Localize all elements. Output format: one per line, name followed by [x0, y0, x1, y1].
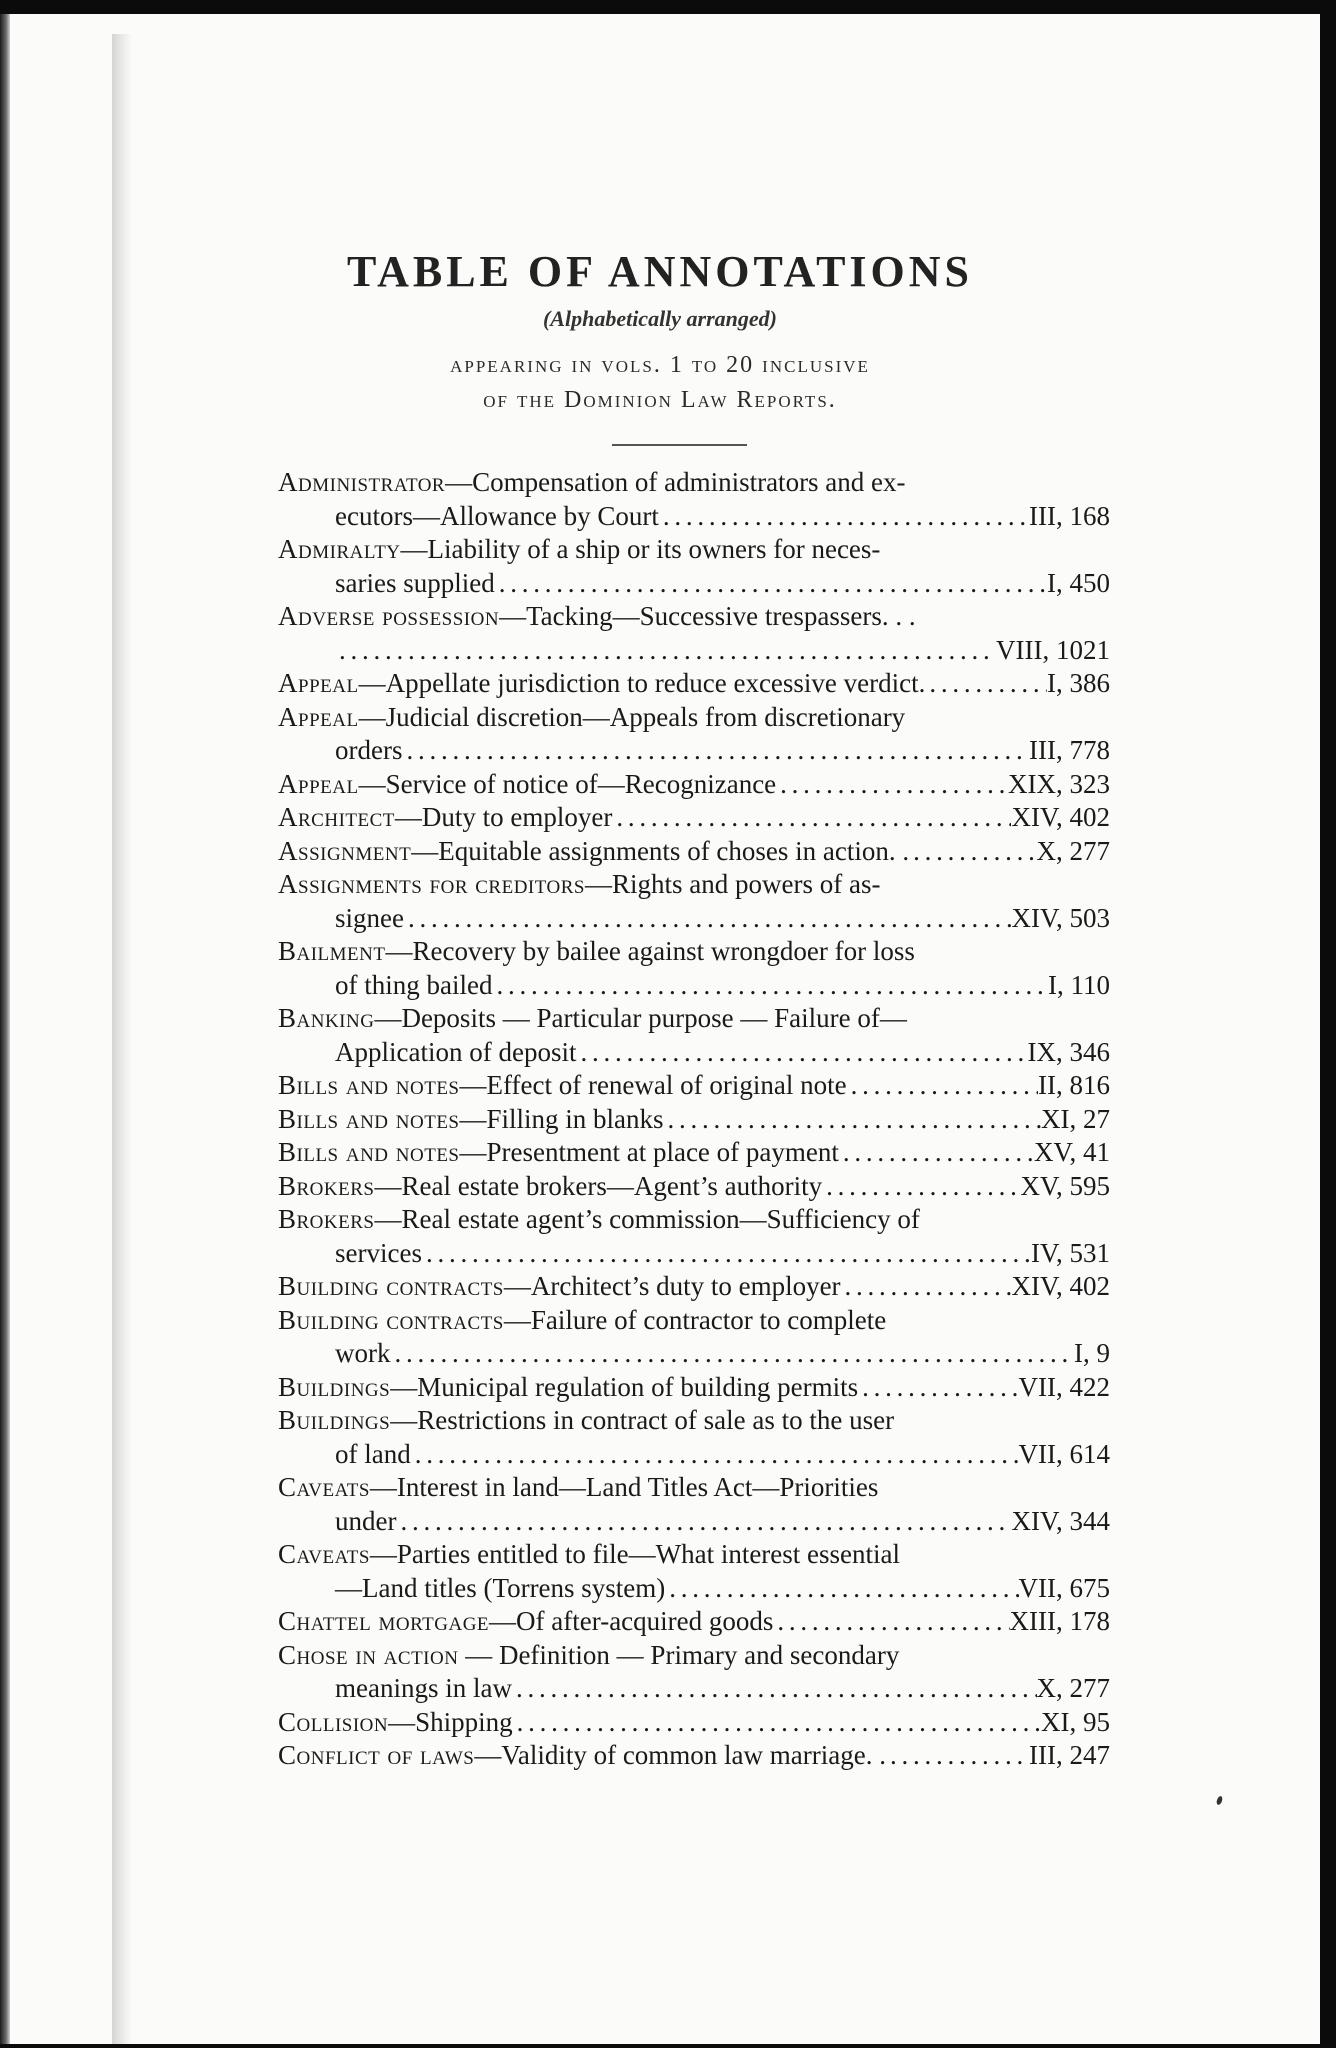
- annotation-entry: [278, 1706, 1110, 1740]
- entry-heading: Buildings: [278, 1405, 391, 1435]
- annotation-entry: [278, 466, 1110, 533]
- entry-heading: Appeal: [278, 668, 359, 698]
- volume-page-ref: XIX, 323: [1008, 768, 1110, 799]
- entry-heading: Collision: [278, 1706, 389, 1737]
- annotation-entry: [278, 1069, 1110, 1103]
- annotation-entry: [278, 1538, 1110, 1605]
- entry-text: under: [335, 1505, 397, 1536]
- entry-text: —Effect of renewal of original note: [459, 1070, 847, 1100]
- entry-text: ecutors—Allowance by Court: [335, 500, 659, 531]
- volume-page-ref: XIV, 402: [1011, 1271, 1110, 1301]
- volume-page-ref: III, 247: [1029, 1740, 1110, 1770]
- annotation-entry: [278, 600, 1110, 667]
- dot-leader: [513, 1706, 1041, 1740]
- volume-page-ref: XIV, 503: [1011, 902, 1110, 933]
- entry-heading: Architect: [278, 802, 395, 832]
- volume-page-ref: VIII, 1021: [996, 634, 1110, 665]
- entry-text: —Architect’s duty to employer: [503, 1271, 841, 1301]
- entry-heading: Bills and notes: [278, 1103, 460, 1134]
- volume-page-ref: I, 450: [1047, 567, 1110, 598]
- divider-rule: [612, 444, 747, 446]
- volume-page-ref: IX, 346: [1027, 1036, 1110, 1067]
- entry-text: —Duty to employer: [394, 802, 613, 832]
- dot-leader: [886, 1739, 1029, 1773]
- entry-heading: Building contracts: [278, 1304, 504, 1335]
- volume-page-ref: XIV, 344: [1011, 1505, 1110, 1536]
- volume-page-ref: XI, 95: [1041, 1706, 1110, 1737]
- page-title: TABLE OF ANNOTATIONS: [346, 247, 974, 296]
- annotation-entry: [278, 1605, 1110, 1639]
- annotation-entry: [278, 1002, 1110, 1069]
- annotation-entry: [278, 1304, 1110, 1371]
- entry-text: —Service of notice of—Recognizance: [358, 768, 777, 799]
- page: [0, 14, 1320, 2044]
- dot-leader: [411, 1438, 1019, 1472]
- annotation-entry: [278, 935, 1110, 1002]
- entry-text: —Restrictions in contract of sale as to the user: [390, 1405, 895, 1435]
- entry-text: —Liability of a ship or its owners for neces-: [400, 534, 881, 564]
- annotation-entry: [278, 1203, 1110, 1270]
- entry-text: —Parties entitled to file—What interest essential: [369, 1539, 901, 1569]
- volume-page-ref: I, 386: [1047, 668, 1110, 698]
- entry-text: —Tacking—Successive trespassers. . .: [499, 601, 916, 631]
- dot-leader: [422, 1237, 1031, 1271]
- annotation-entry: [278, 1639, 1110, 1706]
- dot-leader: [404, 902, 1012, 936]
- dot-leader: [492, 969, 1048, 1003]
- report-name-line: of the Dominion Law Reports.: [483, 387, 837, 413]
- volume-page-ref: XV, 41: [1033, 1137, 1110, 1167]
- annotation-entry: [278, 1270, 1110, 1304]
- entry-heading: Bills and notes: [278, 1137, 460, 1167]
- entry-text: —Judicial discretion—Appeals from discretionary: [358, 701, 906, 732]
- volume-page-ref: X, 277: [1036, 835, 1110, 866]
- entry-heading: Chattel mortgage: [278, 1606, 490, 1636]
- annotation-entry: [278, 1404, 1110, 1471]
- entry-text: —Recovery by bailee against wrongdoer for loss: [385, 936, 915, 966]
- annotation-entry: [278, 1371, 1110, 1405]
- entry-text: —Compensation of administrators and ex-: [445, 467, 906, 497]
- entry-heading: Brokers: [278, 1170, 375, 1201]
- entry-text: —Presentment at place of payment: [459, 1137, 839, 1167]
- entry-heading: Buildings: [278, 1371, 391, 1402]
- annotation-entry: [278, 1170, 1110, 1204]
- entry-text: —Interest in land—Land Titles Act—Priorities: [369, 1472, 879, 1502]
- entry-text: —Rights and powers of as-: [584, 869, 881, 899]
- volume-page-ref: I, 110: [1048, 969, 1110, 1000]
- dot-leader: [659, 500, 1029, 534]
- entry-text: —Real estate agent’s commission—Sufficiency of: [374, 1204, 920, 1234]
- entry-text: services: [335, 1237, 422, 1268]
- entry-heading: Caveats: [278, 1472, 370, 1502]
- annotation-entry: [278, 1103, 1110, 1137]
- entry-text: of land: [335, 1438, 411, 1469]
- entry-heading: Caveats: [278, 1539, 370, 1569]
- entry-heading: Assignments for creditors: [278, 869, 585, 899]
- volume-page-ref: III, 778: [1029, 735, 1110, 765]
- volume-page-ref: I, 9: [1074, 1338, 1110, 1368]
- entry-text: orders: [335, 735, 403, 765]
- entry-text: work: [335, 1338, 391, 1368]
- dot-leader: [664, 1103, 1041, 1137]
- entry-heading: Appeal: [278, 701, 359, 732]
- volume-page-ref: XI, 27: [1041, 1103, 1110, 1134]
- dot-leader: [858, 1371, 1018, 1405]
- annotation-entry: [278, 701, 1110, 768]
- dot-leader: [822, 1170, 1020, 1204]
- annotation-entry: [278, 801, 1110, 835]
- page-subtitle: (Alphabetically arranged): [542, 306, 778, 331]
- dot-leader: [576, 1036, 1027, 1070]
- entry-heading: Appeal: [278, 768, 359, 799]
- entry-text: —Shipping: [388, 1706, 513, 1737]
- volume-page-ref: II, 816: [1038, 1070, 1110, 1100]
- annotation-entry: [278, 1136, 1110, 1170]
- volume-page-ref: XV, 595: [1020, 1170, 1110, 1201]
- entry-text: — Definition — Primary and secondary: [458, 1639, 900, 1670]
- entry-heading: Chose in action: [278, 1639, 459, 1670]
- annotation-entry: [278, 1471, 1110, 1538]
- annotation-entry: [278, 1739, 1110, 1773]
- dot-leader: [396, 1505, 1011, 1539]
- entry-text: —Validity of common law marriage. .: [474, 1740, 886, 1770]
- entry-heading: Administrator: [278, 467, 446, 497]
- entry-text: —Failure of contractor to complete: [503, 1304, 887, 1335]
- entry-heading: Adverse possession: [278, 601, 500, 631]
- entry-heading: Assignment: [278, 835, 412, 866]
- entry-heading: Conflict of laws: [278, 1740, 475, 1770]
- entry-text: —Land titles (Torrens system): [335, 1572, 666, 1603]
- annotation-entry: [278, 835, 1110, 869]
- annotation-list: [278, 466, 1110, 1773]
- volume-page-ref: VII, 422: [1018, 1371, 1110, 1402]
- entry-text: saries supplied: [335, 567, 495, 598]
- entry-text: —Deposits — Particular purpose — Failure of—: [374, 1003, 907, 1033]
- entry-heading: Admiralty: [278, 534, 401, 564]
- volume-page-ref: X, 277: [1036, 1673, 1110, 1703]
- volume-page-ref: III, 168: [1029, 500, 1110, 531]
- volume-page-ref: XIII, 178: [1009, 1606, 1110, 1636]
- entry-text: —Real estate brokers—Agent’s authority: [374, 1170, 823, 1201]
- entry-text: —Appellate jurisdiction to reduce excessive verdict.: [358, 668, 926, 698]
- dot-leader: [335, 634, 996, 668]
- dot-leader: [841, 1270, 1012, 1304]
- dot-leader: [512, 1672, 1037, 1706]
- dot-leader: [776, 768, 1008, 802]
- dot-leader: [665, 1572, 1018, 1606]
- entry-heading: Bailment: [278, 936, 386, 966]
- dot-leader: [847, 1069, 1038, 1103]
- entry-text: Application of deposit: [335, 1036, 577, 1067]
- annotation-entry: [278, 533, 1110, 600]
- entry-heading: Building contracts: [278, 1271, 504, 1301]
- entry-text: —Filling in blanks: [459, 1103, 664, 1134]
- dot-leader: [402, 734, 1029, 768]
- ink-speck: [1216, 1795, 1224, 1805]
- volume-page-ref: XIV, 402: [1011, 802, 1110, 832]
- dot-leader: [839, 1136, 1034, 1170]
- dot-leader: [495, 567, 1047, 601]
- dot-leader: [773, 1605, 1009, 1639]
- entry-heading: Banking: [278, 1003, 375, 1033]
- volume-page-ref: IV, 531: [1030, 1237, 1110, 1268]
- entry-heading: Bills and notes: [278, 1070, 460, 1100]
- entry-text: of thing bailed: [335, 969, 493, 1000]
- volume-range-line: appearing in vols. 1 to 20 inclusive: [450, 352, 870, 378]
- annotation-entry: [278, 667, 1110, 701]
- entry-text: —Equitable assignments of choses in action. .: [411, 835, 910, 866]
- dot-leader: [612, 801, 1011, 835]
- gutter-shadow: [112, 34, 132, 2044]
- annotation-entry: [278, 768, 1110, 802]
- dot-leader: [391, 1337, 1075, 1371]
- volume-page-ref: VII, 675: [1018, 1572, 1110, 1603]
- entry-text: meanings in law: [335, 1673, 512, 1703]
- annotation-entry: [278, 868, 1110, 935]
- entry-text: signee: [335, 902, 404, 933]
- dot-leader: [909, 835, 1036, 869]
- dot-leader: [925, 667, 1047, 701]
- entry-text: —Municipal regulation of building permits: [390, 1371, 859, 1402]
- volume-page-ref: VII, 614: [1018, 1438, 1110, 1469]
- entry-text: —Of after-acquired goods: [489, 1606, 774, 1636]
- entry-heading: Brokers: [278, 1204, 375, 1234]
